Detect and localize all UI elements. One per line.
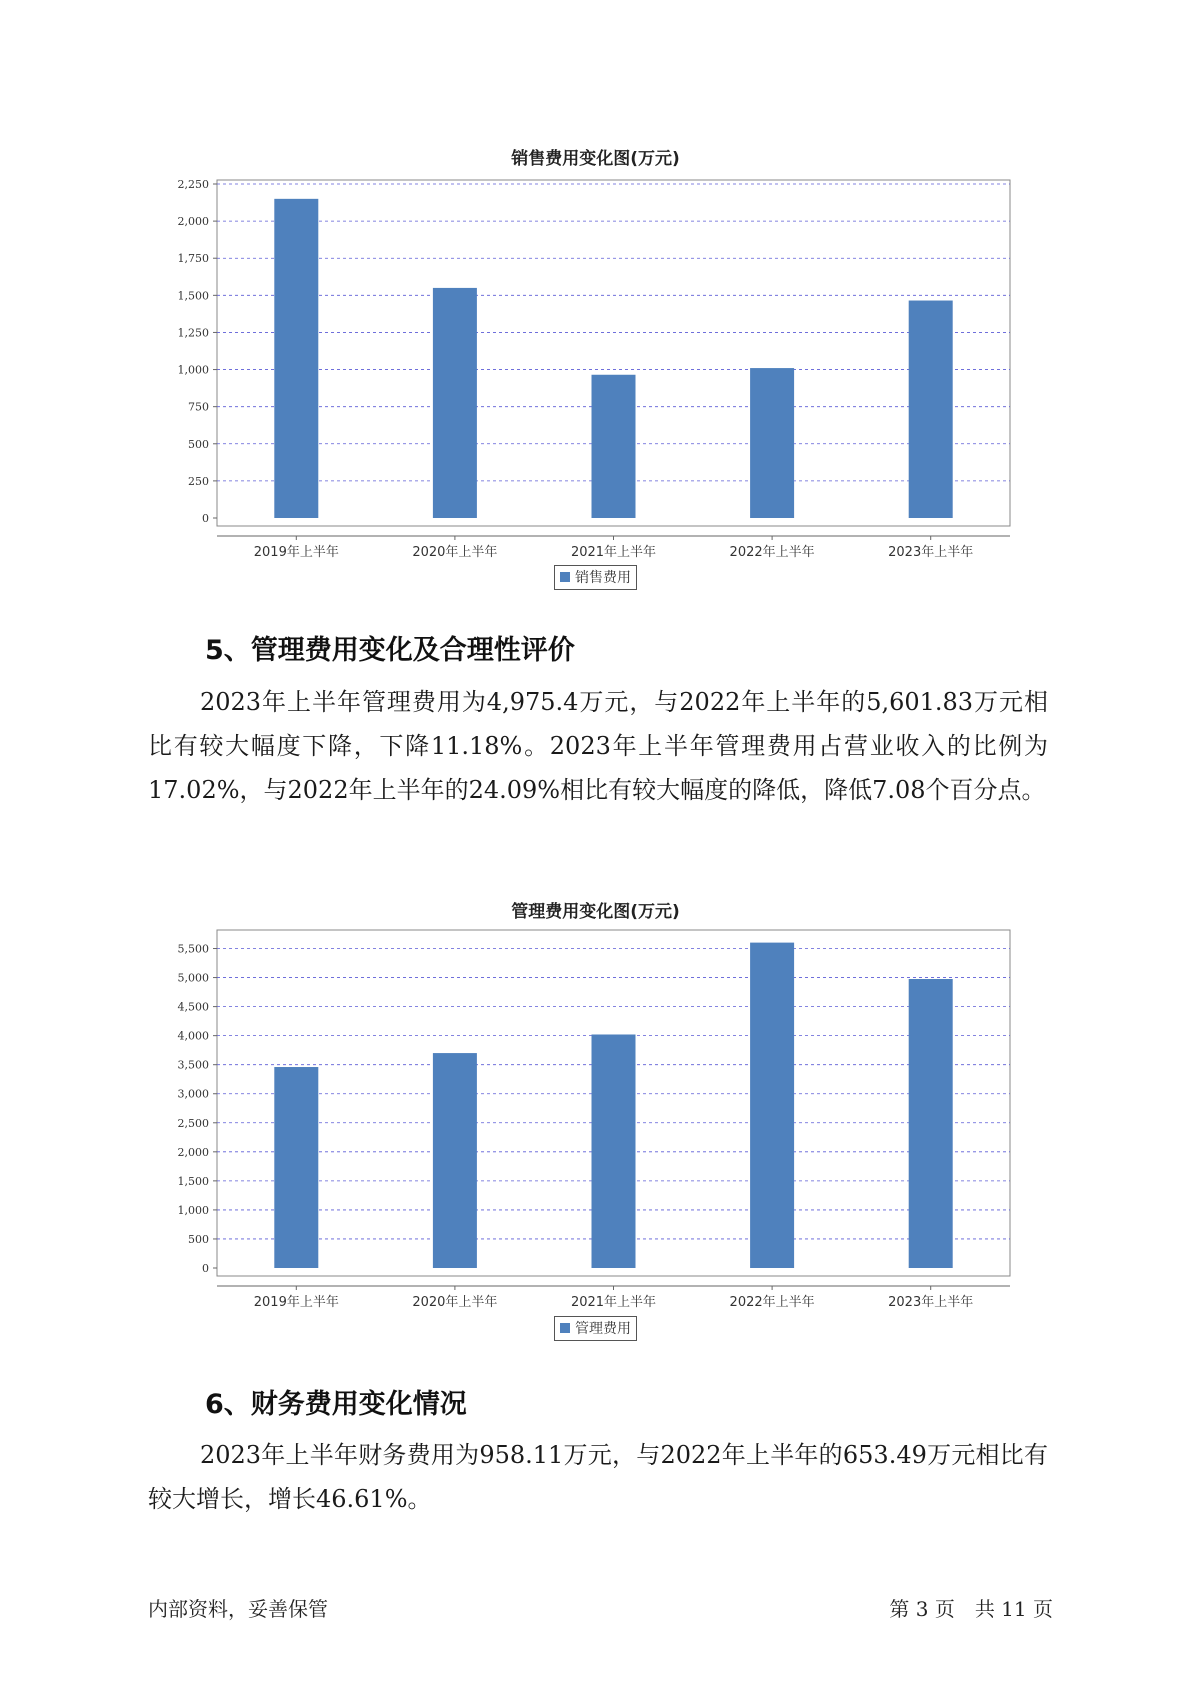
y-tick-label: 2,250 [177, 178, 209, 191]
bar-3 [592, 375, 636, 518]
footer-page-number: 第 3 页 共 11 页 [889, 1597, 1053, 1621]
x-tick-label: 2023年上半年 [888, 545, 974, 560]
y-tick-label: 1,750 [177, 252, 209, 266]
x-tick-label: 2021年上半年 [570, 1295, 657, 1310]
x-tick-label: 2020年上半年 [412, 1295, 498, 1310]
sales-expense-legend [0, 565, 1191, 590]
y-tick-label: 250 [188, 474, 209, 488]
bar-1 [274, 199, 318, 518]
y-tick-label: 1,500 [177, 289, 209, 303]
x-tick-label: 2023年上半年 [888, 1295, 974, 1310]
y-tick-label: 500 [188, 1232, 209, 1246]
footer-confidential-note: 内部资料，妥善保管 [148, 1597, 328, 1621]
legend-label: 销售费用 [575, 570, 631, 586]
admin-expense-legend [0, 1316, 1191, 1341]
y-tick-label: 2,000 [177, 215, 209, 229]
y-tick-label: 5,000 [177, 971, 209, 985]
x-tick-label: 2022年上半年 [729, 1295, 815, 1310]
y-tick-label: 5,500 [177, 942, 209, 956]
bar-4 [750, 943, 794, 1268]
x-tick-label: 2021年上半年 [570, 545, 657, 560]
x-tick-label: 2022年上半年 [729, 545, 815, 560]
y-tick-label: 3,000 [177, 1087, 209, 1101]
admin-expense-chart-title: 管理费用变化图(万元) [511, 902, 680, 922]
x-tick-label: 2019年上半年 [253, 545, 339, 560]
bar-3 [592, 1034, 636, 1268]
x-tick-label: 2019年上半年 [253, 1295, 339, 1310]
x-tick-label: 2020年上半年 [412, 545, 498, 560]
y-tick-label: 2,500 [177, 1116, 209, 1130]
y-tick-label: 4,000 [177, 1029, 209, 1043]
y-tick-label: 1,500 [177, 1174, 209, 1188]
y-tick-label: 3,500 [177, 1058, 209, 1072]
y-tick-label: 500 [188, 437, 209, 451]
y-tick-label: 2,000 [177, 1145, 209, 1159]
bar-5 [909, 979, 953, 1268]
section-6-heading: 6、财务费用变化情况 [205, 1389, 467, 1420]
bar-5 [909, 301, 953, 518]
legend-swatch [560, 572, 570, 582]
y-tick-label: 750 [188, 400, 209, 414]
sales-expense-chart [0, 178, 1191, 560]
y-tick-label: 1,000 [177, 1203, 209, 1217]
bar-2 [433, 288, 477, 518]
section-5-heading: 5、管理费用变化及合理性评价 [205, 635, 575, 666]
sales-expense-chart-title: 销售费用变化图(万元) [511, 149, 680, 169]
bar-2 [433, 1053, 477, 1268]
bar-4 [750, 368, 794, 518]
y-tick-label: 0 [202, 1262, 209, 1275]
section-5-paragraph: 2023年上半年管理费用为4,975.4万元，与2022年上半年的5,601.83万元相比有较大幅度下降，下降11.18%。2023年上半年管理费用占营业收入的比例为17.02%，与2022年上半年的24.09%相比有较大幅度的降低，降低7.08个百分点。 [148, 688, 1048, 804]
y-tick-label: 0 [202, 512, 209, 525]
y-tick-label: 1,000 [177, 363, 209, 377]
bar-1 [274, 1067, 318, 1268]
legend-swatch [560, 1323, 570, 1333]
admin-expense-chart [0, 930, 1191, 1310]
section-6-paragraph: 2023年上半年财务费用为958.11万元，与2022年上半年的653.49万元相比有较大增长，增长46.61%。 [148, 1441, 1048, 1513]
y-tick-label: 4,500 [177, 1000, 209, 1014]
y-tick-label: 1,250 [177, 326, 209, 340]
legend-label: 管理费用 [575, 1321, 631, 1337]
